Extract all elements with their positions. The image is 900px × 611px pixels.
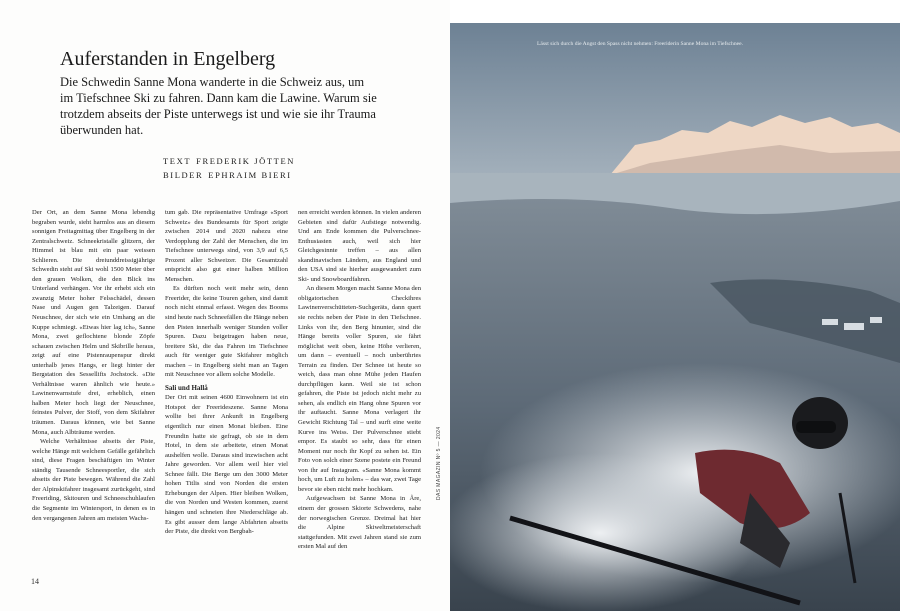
paragraph: Es dürften noch weit mehr sein, denn Freerider, die keine Touren gehen, sind damit noch nicht einmal erfasst. Wegen des Booms sind heute nach Schneefällen die Hänge neben den Pisten innerhalb weniger Stunden voller Spuren. Dazu beigetragen haben neue, breitere Ski, die das Fahren im Tiefschnee auch für weniger gute Skifahrer möglich machen – in Engelberg sieht man an Tagen mit Neuschnee vor allem solche Modelle. <box>165 285 288 379</box>
hero-photo <box>450 23 900 611</box>
spine-text: DAS MAGAZIN Nº 5 — 2024 <box>436 426 442 500</box>
page-number: 14 <box>31 577 39 586</box>
paragraph: Der Ort mit seinen 4600 Einwohnern ist ein Hotspot der Freerideszene. Sanne Mona wollte bei ihrer Ankunft in Engelberg eigentlich nur einen Monat bleiben. Eine Freundin hatte sie gefragt, ob sie in dem Hotel, in dem sie arbeitete, einen Monat aushelfen wolle. Daraus sind inzwischen acht Jahre geworden. Vor allem weil hier viel Schnee fällt. Die Berge um den 3000 Meter hohen Titlis sind von Norden die ersten Erhebungen der Alpen. Hier bleiben Wolken, die von Norden und Westen kommen, zuerst hängen und schneien ihre Niederschläge ab. Es gibt ausser dem lange Abfahrten abseits der Piste, die direkt von Bergbah- <box>165 394 288 536</box>
credit-images <box>163 168 295 182</box>
credit-role: TEXT <box>163 156 192 166</box>
paragraph: An diesem Morgen macht Sanne Mona den obligatorischen Checkihres Lawinenverschütteten-Suchgeräts, dann quert sie rechts neben der Piste in den Tiefschnee. Links von ihr, den Berg hinunter, sind die Hänge bereits voller Spuren, sie fährt möglichst weit oben, keine Höhe verlieren, um dann – eventuell – noch unberührtes Terrain zu finden. Der Schnee ist heute so weich, dass man ohne Mühe jeden Haufen durchpflügen kann. Weil sie ist schon gefahren, die Piste ist jedoch nicht mehr zu sehen, als endlich ein Hang ohne Spuren vor ihr auftaucht. Sanne Mona verlagert ihr Gewicht Richtung Tal – und surft eine weite Kurve ins Weiss. Der Pulverschnee stiebt empor. Es staubt so sehr, dass für einen Moment nur noch ihr Kopf zu sehen ist. Ein Foto von solch einer Szene postete ein Freund von ihr auf Instagram. «Sanne Mona kommt hoch, um Luft zu holen» – das war, zwei Tage bevor sie eben nicht mehr hochkam. <box>298 285 421 493</box>
goggles <box>796 421 836 433</box>
body-column-1 <box>32 208 155 588</box>
paragraph: Der Ort, an dem Sanne Mona lebendig begraben wurde, sieht harmlos aus an diesem sonnigen Freitagmittag über Engelberg in der Zentralschweiz. Schneekristalle glitzern, der Himmel ist blau mit ein paar weissen Schlieren. Die dreiunddreissigjährige Schwedin steht auf Ski wohl 1500 Meter über den grauen Wolken, die den Blick ins Unterland verhängen. Vor ihr erhebt sich ein zwanzig Meter hoher Felsschädel, dessen Nase und Augen gen Talzeigen. Darauf Neuschnee, der sich wie ein Umhang an die Kuppe schmiegt. «Etwas hier lag ich», Sanne Mona, zwei geflochtene blonde Zöpfe schauen zwischen Helm und Skibrille heraus, zeigt auf eine Pistenraupenspur direkt unterhalb jenes Hangs, er liegt hinter der Bergstation des Sessellifts Jochstock. «Die Verhältnisse waren ähnlich wie heute.» Lawinenwarnstufe drei, erheblich, einen halben Meter hoch liegt der Neuschnee, feinstes Pulver, der Stoff, von dem Skifahrer träumen. Daraus können, wie bei Sanne Mona, auch Albträume werden. <box>32 209 155 436</box>
credit-photographer: EPHRAIM BIERI <box>208 170 292 180</box>
body-column-2 <box>165 208 288 588</box>
credits <box>163 154 295 182</box>
credit-role: BILDER <box>163 170 204 180</box>
subheading: Sali und Hallå <box>165 383 208 392</box>
photo-caption: Lässt sich durch die Angst den Spass nicht nehmen: Freeriderin Sanne Mona im Tiefschnee. <box>536 41 743 47</box>
credit-text <box>163 154 295 168</box>
body-column-3 <box>298 208 421 588</box>
article-lead: Die Schwedin Sanne Mona wanderte in die Schweiz aus, um im Tiefschnee Ski zu fahren. Dann kam die Lawine. Warum sie trotzdem abseits der Piste unterwegs ist und wie sie ihr Trauma überwunden hat. <box>60 75 377 137</box>
paragraph: tum gab. Die repräsentative Umfrage «Sport Schweiz» des Bundesamts für Sport zeigte zwischen 2014 und 2020 nahezu eine Verdopplung der Zahl der Menschen, die im Tiefschnee unterwegs sind, von 3,9 auf 6,5 Prozent aller Schweizer. Die Gesamtzahl entspricht also gut einer halben Million Menschen. <box>165 209 288 283</box>
paragraph: Welche Verhältnisse abseits der Piste, welche Hänge mit welchem Gefälle gefährlich sind, diese Fragen beschäftigen im Winter ständig Tausende Schneesportler, die sich abseits der Piste bewegen. Während die Zahl der Alpinskifahrer insgesamt zurückgeht, sind Freeriding, Skitouren und Schneeschuhlaufen die Segmente im Wintersport, in denen es in den vergangenen Jahren am meisten Wachs- <box>32 438 155 522</box>
paragraph: Aufgewachsen ist Sanne Mona in Åre, einem der grossen Skiorte Schwedens, nahe der norwegischen Grenze. Dreimal hat hier die Alpine Skiweltmeisterschaft stattgefunden. Mit zwei Jahren stand sie zum ersten Mal auf den <box>298 495 421 551</box>
paragraph: nen erreicht werden können. In vielen anderen Gebieten sind dafür Aufstiege notwendig. Und am Ende kommen die Pulverschnee-Enthusiasten auch, weil sich hier Gleichgesinnte treffen – aus allen skandinavischen Ländern, aus England und den USA sind sie hierher ausgewandert zum Ski- und Snowboardfahren. <box>298 209 421 283</box>
credit-author: FREDERIK JÖTTEN <box>196 156 295 166</box>
skier-illustration <box>450 23 900 611</box>
article-title: Auferstanden in Engelberg <box>60 48 276 70</box>
